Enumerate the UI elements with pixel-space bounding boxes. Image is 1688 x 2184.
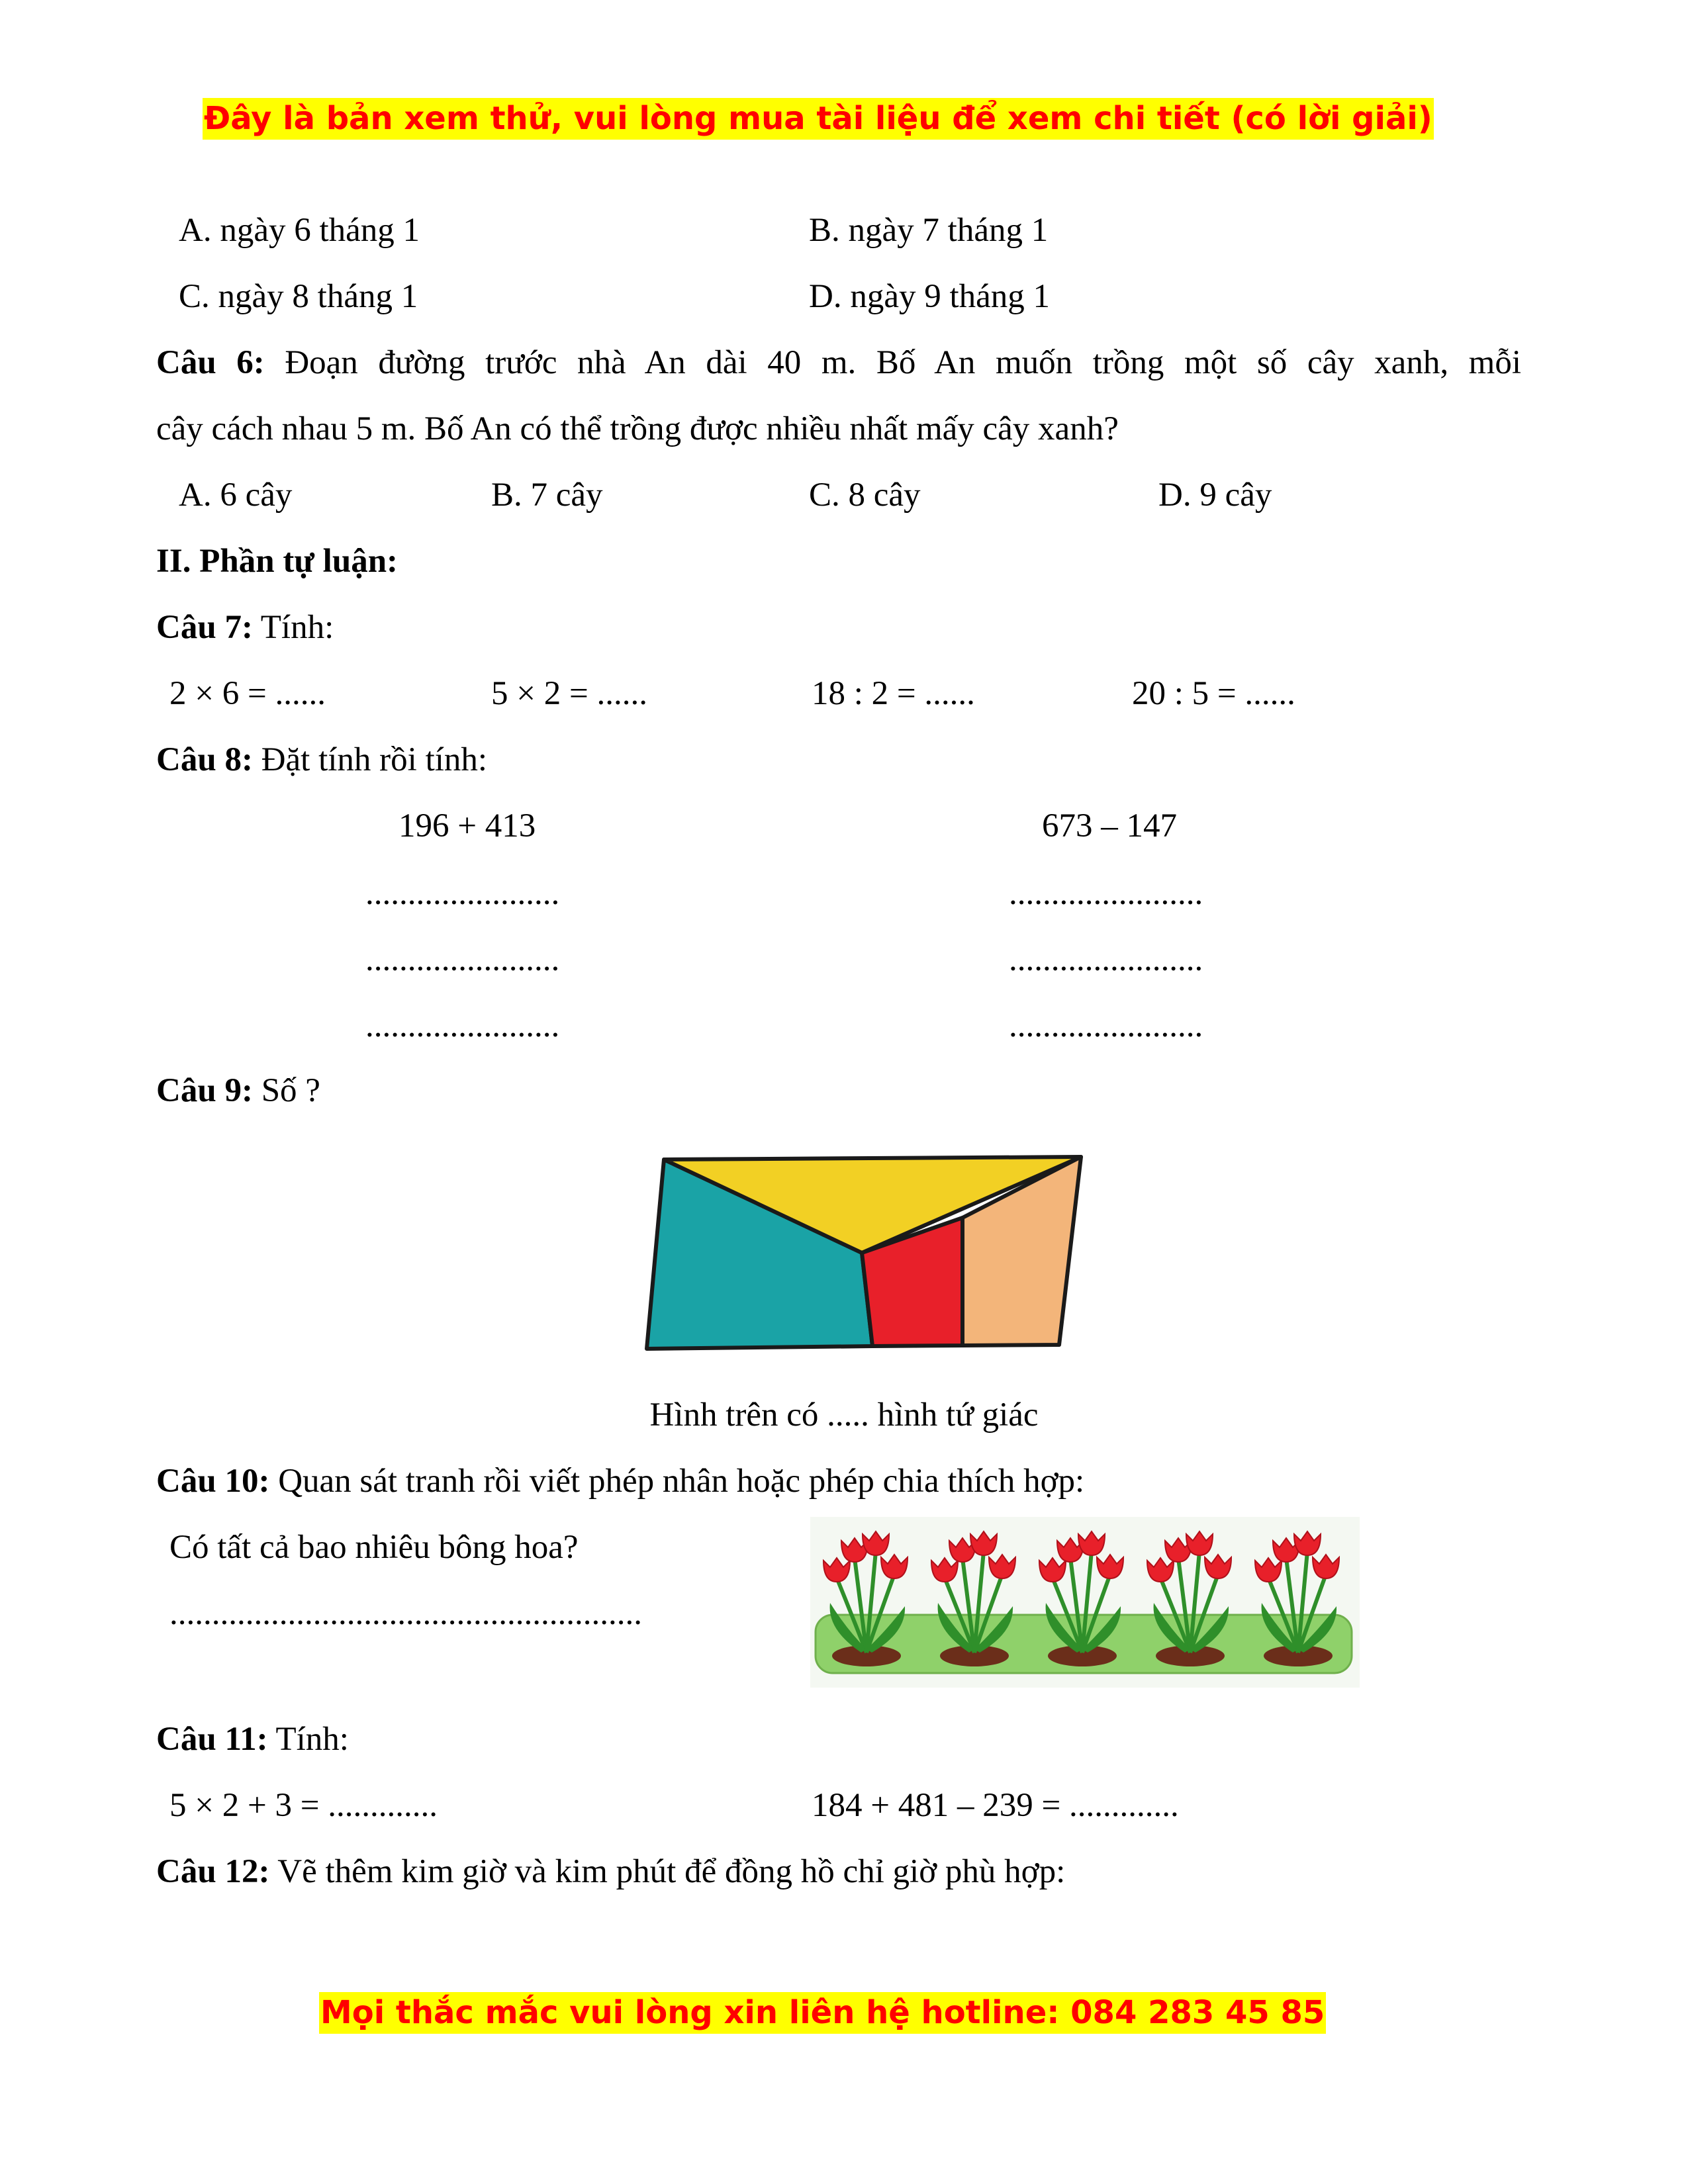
q5-option-d: D. ngày 9 tháng 1 bbox=[809, 278, 1051, 315]
q12-heading bbox=[156, 1855, 1065, 1889]
q8-heading bbox=[156, 743, 487, 777]
q8-dots-right-3: ....................... bbox=[1009, 1007, 1203, 1044]
q6-label: Câu 6: bbox=[156, 344, 265, 381]
q9-caption: Hình trên có ..... hình tứ giác bbox=[649, 1396, 1039, 1433]
q7-item-2: 5 × 2 = ...... bbox=[491, 675, 648, 712]
q10-label: Câu 10: bbox=[156, 1463, 270, 1500]
q7-text: Tính: bbox=[252, 609, 334, 646]
q7-item-1: 2 × 6 = ...... bbox=[169, 675, 326, 712]
q12-text: Vẽ thêm kim giờ và kim phút để đồng hồ chỉ giờ phù hợp: bbox=[269, 1853, 1066, 1890]
quadrilateral-figure bbox=[635, 1152, 1092, 1357]
q7-item-3: 18 : 2 = ...... bbox=[812, 675, 975, 712]
q10-heading bbox=[156, 1465, 1084, 1498]
q10-text: Quan sát tranh rồi viết phép nhân hoặc phép chia thích hợp: bbox=[269, 1463, 1085, 1500]
footer-banner: Mọi thắc mắc vui lòng xin liên hệ hotline: 084 283 45 85 bbox=[319, 1992, 1326, 2034]
q5-option-a: A. ngày 6 tháng 1 bbox=[179, 212, 420, 249]
q11-item-1: 5 × 2 + 3 = ............. bbox=[169, 1787, 438, 1824]
header-banner: Đây là bản xem thử, vui lòng mua tài liệu để xem chi tiết (có lời giải) bbox=[203, 98, 1434, 140]
q10-answer-dots: ........................................................ bbox=[169, 1595, 642, 1632]
q9-label: Câu 9: bbox=[156, 1072, 253, 1109]
q11-label: Câu 11: bbox=[156, 1721, 268, 1758]
q8-label: Câu 8: bbox=[156, 741, 253, 778]
q8-text: Đặt tính rồi tính: bbox=[252, 741, 488, 778]
q8-dots-right-2: ....................... bbox=[1009, 941, 1203, 978]
q11-heading bbox=[156, 1723, 349, 1756]
q8-dots-left-3: ....................... bbox=[365, 1007, 560, 1044]
q5-option-c: C. ngày 8 tháng 1 bbox=[179, 278, 418, 315]
q7-heading bbox=[156, 611, 334, 645]
q11-text: Tính: bbox=[267, 1721, 349, 1758]
q9-heading bbox=[156, 1074, 320, 1108]
q7-label: Câu 7: bbox=[156, 609, 253, 646]
q6-text-line1: Đoạn đường trước nhà An dài 40 m. Bố An muốn trồng một số cây xanh, mỗi bbox=[264, 344, 1521, 381]
q5-option-b: B. ngày 7 tháng 1 bbox=[809, 212, 1049, 249]
q10-question: Có tất cả bao nhiêu bông hoa? bbox=[169, 1529, 579, 1566]
q11-item-2: 184 + 481 – 239 = ............. bbox=[812, 1787, 1179, 1824]
q6-option-d: D. 9 cây bbox=[1158, 477, 1272, 514]
q7-item-4: 20 : 5 = ...... bbox=[1132, 675, 1295, 712]
q9-text: Số ? bbox=[252, 1072, 320, 1109]
q8-dots-right-1: ....................... bbox=[1009, 875, 1203, 912]
q6-option-a: A. 6 cây bbox=[179, 477, 293, 514]
q12-label: Câu 12: bbox=[156, 1853, 270, 1890]
q8-dots-left-2: ....................... bbox=[365, 941, 560, 978]
q8-expr-left: 196 + 413 bbox=[399, 807, 536, 844]
q6-option-b: B. 7 cây bbox=[491, 477, 603, 514]
q6-option-c: C. 8 cây bbox=[809, 477, 921, 514]
q8-dots-left-1: ....................... bbox=[365, 875, 560, 912]
flower-illustration bbox=[810, 1517, 1360, 1688]
q6-line1 bbox=[156, 346, 1521, 380]
q8-expr-right: 673 – 147 bbox=[1042, 807, 1177, 844]
q6-text-line2: cây cách nhau 5 m. Bố An có thể trồng được nhiều nhất mấy cây xanh? bbox=[156, 410, 1119, 447]
section-2-title: II. Phần tự luận: bbox=[156, 543, 399, 580]
